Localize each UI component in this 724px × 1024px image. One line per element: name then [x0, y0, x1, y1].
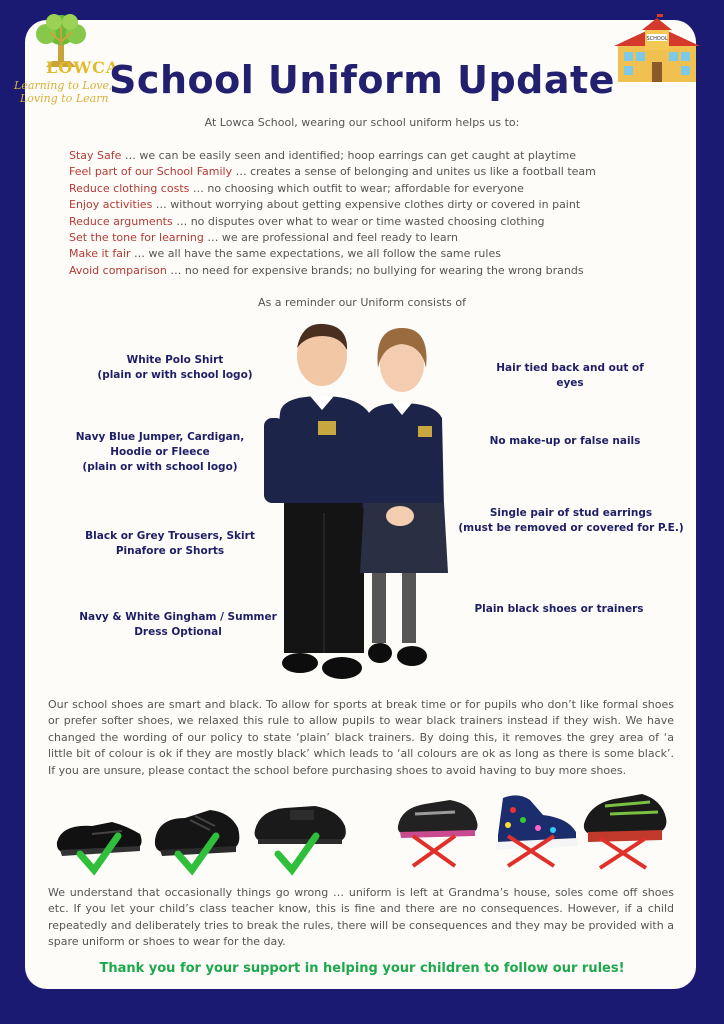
consequences-paragraph: We understand that occasionally things go wrong … uniform is left at Grandma’s house, soles come off shoes etc. If you let your child’s class teacher know, this is fine and there are no consequences. However, if a child repeatedly and deliberately tries to break the rules, there will be consequences and they may be provided with a spare uniform or shoes to wear for the day. [48, 886, 674, 949]
school-sign: SCHOOL [646, 36, 668, 42]
uniform-item-makeup: No make-up or false nails [489, 435, 641, 447]
reason-item: Reduce clothing costs … no choosing which outfit to wear; affordable for everyone [69, 181, 524, 195]
uniform-item-polo: White Polo Shirt (plain or with school logo) [97, 354, 253, 381]
uniform-item-trousers: Black or Grey Trousers, Skirt Pinafore or Shorts [85, 530, 255, 557]
uniform-item-shoes: Plain black shoes or trainers [474, 603, 644, 615]
approved-shoe-2 [150, 800, 245, 880]
reason-item: Stay Safe … we can be easily seen and identified; hoop earrings can get caught at playtime [69, 149, 577, 162]
banned-shoe-1 [395, 794, 480, 873]
page-title: School Uniform Update [109, 58, 615, 102]
approved-shoe-1 [52, 804, 147, 880]
reason-item: Reduce arguments … no disputes over what to wear or time wasted choosing clothing [69, 214, 545, 228]
logo-name: LOWCA [46, 58, 120, 77]
uniform-item-dress: Navy & White Gingham / Summer Dress Optional [79, 611, 277, 638]
reason-item: Feel part of our School Family … creates a sense of belonging and unites us like a football team [69, 165, 596, 179]
approved-shoe-3 [250, 796, 350, 880]
cross-icon [600, 838, 646, 868]
thanks-message: Thank you for your support in helping your children to follow our rules! [99, 961, 625, 976]
tagline-line-2: Loving to Learn [20, 92, 109, 105]
reason-item: Make it fair … we all have the same expectations, we all follow the same rules [69, 247, 501, 261]
intro-text: At Lowca School, wearing our school uniform helps us to: [204, 116, 520, 129]
reasons-list [69, 148, 596, 279]
reason-item: Set the tone for learning … we are professional and feel ready to learn [69, 231, 458, 245]
reminder-text: As a reminder our Uniform consists of [258, 296, 466, 309]
tagline-line-1: Learning to Love, [14, 79, 113, 92]
banned-shoe-2 [488, 790, 580, 874]
reason-item: Enjoy activities … without worrying about getting expensive clothes dirty or covered in paint [69, 198, 581, 212]
shoes-paragraph: Our school shoes are smart and black. To allow for sports at break time or for pupils who don’t like formal shoes or prefer softer shoes, we relaxed this rule to allow pupils to wear black trainers instead if they wish. We have changed the wording of our policy to state ‘plain’ black trainers. By doing this, it removes the grey area of ‘a little bit of colour is ok if they are mostly black’ which leads to ‘all colours are ok as long as there is some black’. If you are unsure, please contact the school before purchasing shoes to avoid having to buy more shoes. [48, 698, 674, 777]
children-photo [262, 318, 462, 698]
uniform-item-earrings: Single pair of stud earrings (must be removed or covered for P.E.) [458, 507, 684, 534]
cross-icon [413, 836, 455, 866]
reason-item: Avoid comparison … no need for expensive brands; no bullying for wearing the wrong brands [69, 263, 584, 277]
uniform-item-jumper: Navy Blue Jumper, Cardigan, Hoodie or Fleece (plain or with school logo) [75, 431, 245, 473]
banned-shoe-3 [580, 788, 670, 874]
uniform-item-hair: Hair tied back and out of eyes [496, 362, 644, 389]
